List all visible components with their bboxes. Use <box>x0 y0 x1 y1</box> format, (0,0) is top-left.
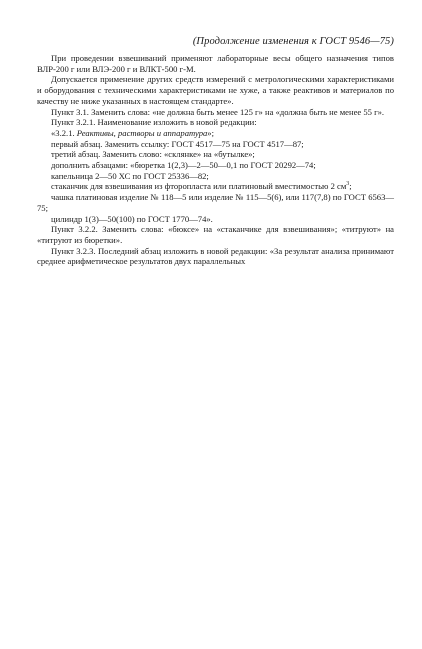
paragraph-item-3-2-3: Пункт 3.2.3. Последний абзац изложить в новой редакции: «За результат анализа принимают среднее арифметическое результатов двух параллельных <box>37 245 394 267</box>
paragraph-section-title <box>37 128 394 139</box>
paragraph-burette: дополнить абзацами: «бюретка 1(2,3)—2—50—0,1 по ГОСТ 20292—74; <box>51 160 316 171</box>
weighing-cup-sup: 3 <box>346 181 350 188</box>
paragraph-dropper: капельница 2—50 ХС по ГОСТ 25336—82; <box>51 170 209 181</box>
paragraph-item-3-1: Пункт 3.1. Заменить слова: «не должна быть менее 125 г» на «должна быть не менее 55 г». <box>51 106 385 117</box>
paragraph-weighing-cup <box>37 181 394 192</box>
paragraph-third-abzac: третий абзац. Заменить слово: «склянке» на «бутылке»; <box>51 149 255 160</box>
section-title-italic: Реактивы, растворы и аппаратура <box>76 127 208 138</box>
paragraph-allowed-instruments: Допускается применение других средств измерений с метрологическими характеристиками и оборудования с техническими характеристиками не хуже, а также реактивов и материалов по качеству не ниже указанных в настоящем стандарте». <box>37 74 394 106</box>
weighing-cup-suffix: ; <box>349 181 352 192</box>
paragraph-platinum-dish: чашка платиновая изделие № 118—5 или изделие № 115—5(6), или 117(7,8) по ГОСТ 6563—75; <box>37 192 394 213</box>
paragraph-scales: При проведении взвешиваний применяют лабораторные весы общего назначения типов ВЛР-200 г или ВЛЭ-200 г и ВЛКТ-500 г-М. <box>37 53 394 74</box>
paragraph-first-abzac: первый абзац. Заменить ссылку: ГОСТ 4517—75 на ГОСТ 4517—87; <box>51 138 304 149</box>
section-title-prefix: «3.2.1. <box>51 127 77 138</box>
paragraph-item-3-2-1: Пункт 3.2.1. Наименование изложить в новой редакции: <box>51 117 257 128</box>
continuation-header: (Продолжение изменения к ГОСТ 9546—75) <box>192 36 394 47</box>
paragraph-item-3-2-2: Пункт 3.2.2. Заменить слова: «бюксе» на «стаканчике для взвешивания»; «титруют» на «титруют из бюретки». <box>37 224 394 245</box>
section-title-suffix: »; <box>207 127 214 138</box>
weighing-cup-text: стаканчик для взвешивания из фторопласта или платиновый вместимостью 2 см <box>51 181 347 192</box>
paragraph-cylinder: цилиндр 1(3)—50(100) по ГОСТ 1770—74». <box>51 213 213 224</box>
document-body <box>37 53 394 267</box>
